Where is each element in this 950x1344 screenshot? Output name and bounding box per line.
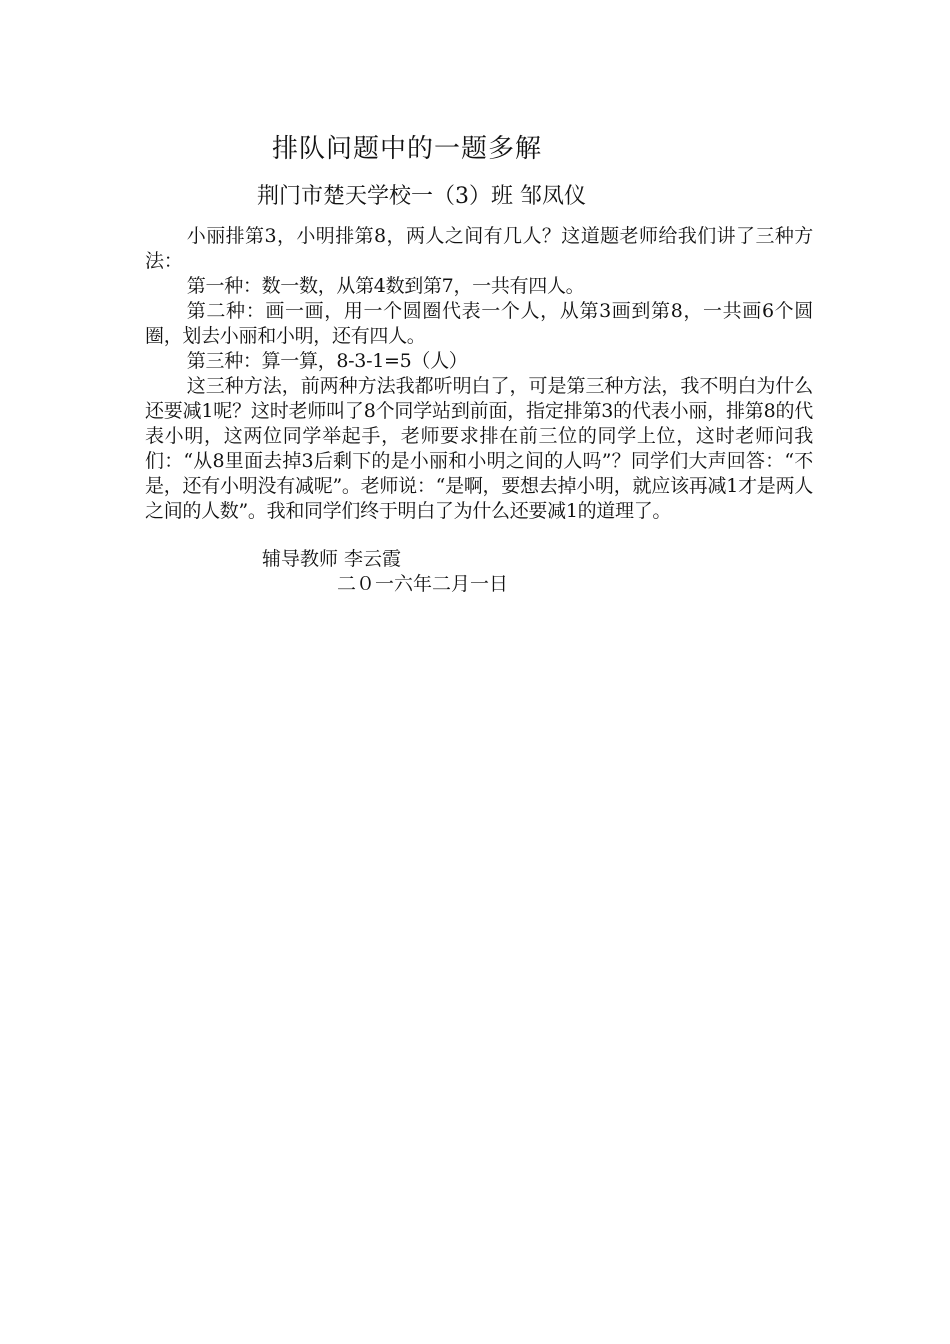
document-date: 二０一六年二月一日 [337, 573, 509, 595]
paragraph-method-two: 第二种：画一画，用一个圆圈代表一个人，从第3画到第8，一共画6个圆圈，划去小丽和小明，还有四人。 [145, 300, 813, 347]
document-body [145, 224, 813, 524]
paragraph-question: 小丽排第3，小明排第8，两人之间有几人？这道题老师给我们讲了三种方法： [145, 225, 813, 272]
teacher-signature: 辅导教师 李云霞 [262, 548, 402, 570]
paragraph-method-three: 第三种：算一算，8-3-1=5（人） [186, 350, 468, 372]
document-title: 排队问题中的一题多解 [272, 134, 543, 164]
paragraph-method-one: 第一种：数一数，从第4数到第7，一共有四人。 [186, 275, 585, 297]
paragraph-reflection: 这三种方法，前两种方法我都听明白了，可是第三种方法，我不明白为什么还要减1呢？这时老师叫了8个同学站到前面，指定排第3的代表小丽，排第8的代表小明，这两位同学举起手，老师要求排在前三位的同学上位，这时老师问我们：“从8里面去掉3后剩下的是小丽和小明之间的人吗”？同学们大声回答：“不是，还有小明没有减呢”。老师说：“是啊，要想去掉小明，就应该再减1才是两人之间的人数”。我和同学们终于明白了为什么还要减1的道理了。 [145, 375, 813, 522]
author-line: 荆门市楚天学校一（3）班 邹凤仪 [257, 184, 586, 209]
